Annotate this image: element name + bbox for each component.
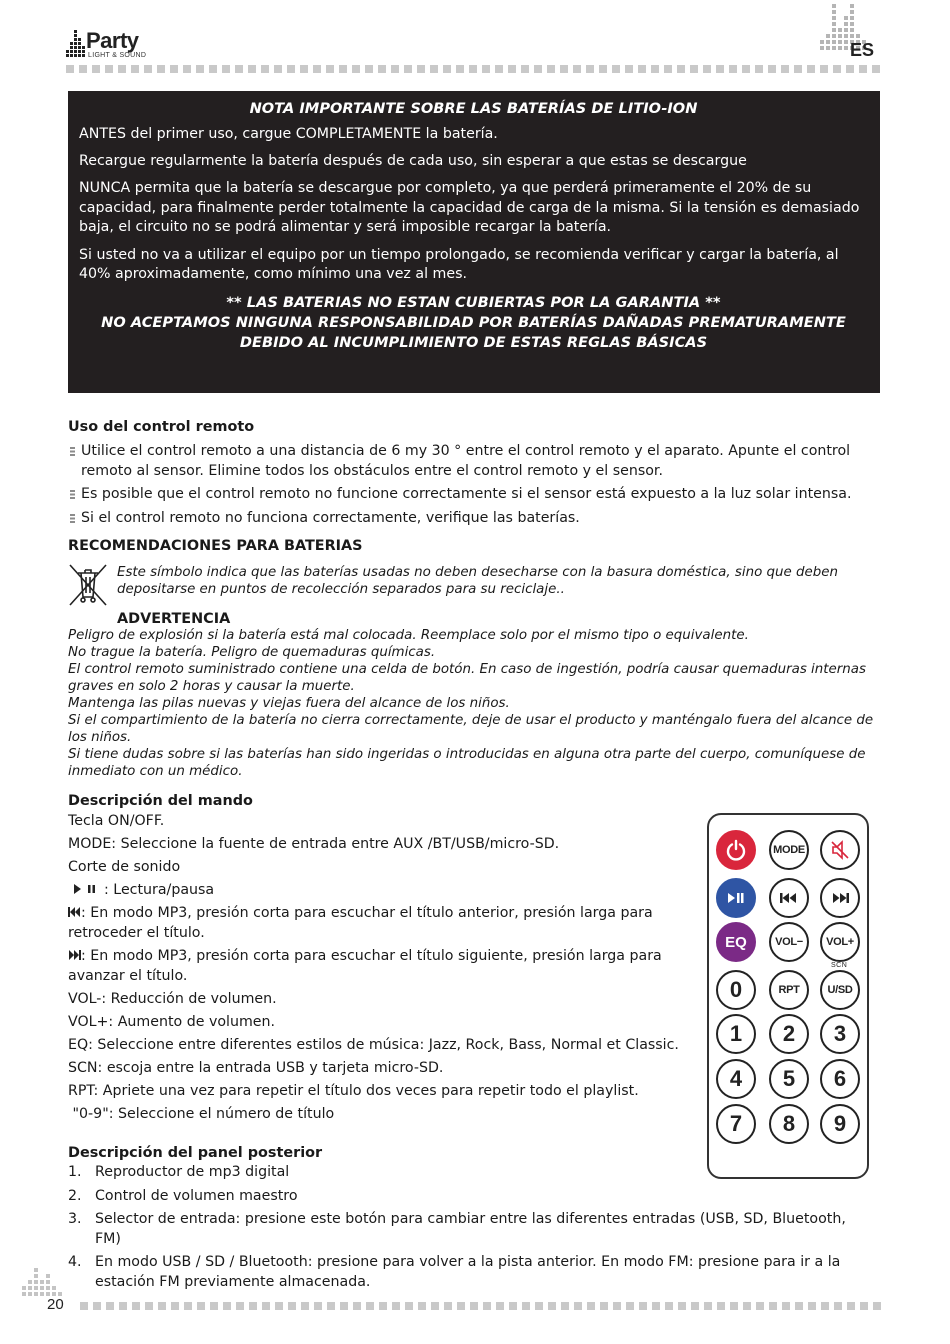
desc-mode: MODE: Seleccione la fuente de entrada entre AUX /BT/USB/micro-SD.: [68, 836, 560, 852]
divider-square: [846, 65, 854, 73]
responsibility-warning: NO ACEPTAMOS NINGUNA RESPONSABILIDAD POR BATERÍAS DAÑADAS PREMATURAMENTE DEBIDO AL INCUMPLIMIENTO DE ESTAS REGLAS BÁSICAS: [101, 313, 846, 351]
divider-square: [495, 65, 503, 73]
volume-down-button: VOL−: [769, 922, 809, 962]
play-pause-icon: [725, 891, 747, 905]
digit-button: 3: [820, 1014, 860, 1054]
desc-mute: Corte de sonido: [68, 859, 181, 875]
divider-square: [625, 65, 633, 73]
digit-button: 7: [716, 1104, 756, 1144]
divider-square: [262, 1302, 270, 1310]
divider-square: [170, 65, 178, 73]
divider-square: [652, 1302, 660, 1310]
divider-square: [366, 1302, 374, 1310]
section-title: RECOMENDACIONES PARA BATERIAS: [68, 538, 363, 554]
digit-button: 8: [769, 1104, 809, 1144]
divider-square: [574, 1302, 582, 1310]
notice-paragraph: Recargue regularmente la batería después de cada uso, sin esperar a que estas se descargue: [79, 152, 747, 169]
list-item: Si el control remoto no funciona correctamente, verifique las baterías.: [68, 509, 868, 529]
desc-voldown: VOL-: Reducción de volumen.: [68, 991, 277, 1007]
play-pause-button: [716, 878, 756, 918]
divider-square: [470, 1302, 478, 1310]
divider-square: [313, 65, 321, 73]
next-button: [820, 878, 860, 918]
list-item: [68, 1210, 868, 1249]
divider-square: [157, 65, 165, 73]
divider-square: [197, 1302, 205, 1310]
divider-square: [365, 65, 373, 73]
divider-square: [106, 1302, 114, 1310]
divider-square: [860, 1302, 868, 1310]
desc-volup: VOL+: Aumento de volumen.: [68, 1014, 276, 1030]
divider-square: [483, 1302, 491, 1310]
footer-divider: [80, 1302, 881, 1310]
divider-square: [118, 65, 126, 73]
desc-eq: EQ: Seleccione entre diferentes estilos de música: Jazz, Rock, Bass, Normal et Classic.: [68, 1037, 679, 1053]
section-title: Descripción del mando: [68, 793, 253, 809]
divider-square: [431, 1302, 439, 1310]
remote-control-illustration: [707, 813, 869, 1179]
divider-square: [236, 1302, 244, 1310]
divider-square: [80, 1302, 88, 1310]
divider-square: [703, 65, 711, 73]
section-title: Descripción del panel posterior: [68, 1145, 323, 1161]
divider-square: [587, 1302, 595, 1310]
digit-button: 5: [769, 1059, 809, 1099]
divider-square: [847, 1302, 855, 1310]
divider-square: [235, 65, 243, 73]
rear-panel-section: [68, 1144, 868, 1296]
divider-square: [638, 65, 646, 73]
weee-notice: Este símbolo indica que las baterías usadas no deben desecharse con la basura doméstica, sino que deben depositarse en puntos de recolección separados para su reciclaje..: [117, 565, 838, 597]
divider-square: [184, 1302, 192, 1310]
divider-square: [496, 1302, 504, 1310]
divider-square: [561, 1302, 569, 1310]
mute-icon: [829, 839, 851, 861]
language-code: ES: [850, 40, 875, 60]
divider-square: [132, 1302, 140, 1310]
remote-description-section: [68, 792, 693, 1124]
scn-label: SCN: [831, 962, 848, 969]
digit-button: 2: [769, 1014, 809, 1054]
divider-square: [599, 65, 607, 73]
previous-button: [769, 878, 809, 918]
divider-square: [158, 1302, 166, 1310]
divider-square: [560, 65, 568, 73]
brand-subtitle: LIGHT & SOUND: [88, 52, 147, 59]
divider-square: [379, 1302, 387, 1310]
divider-square: [391, 65, 399, 73]
warranty-warning: ** LAS BATERIAS NO ESTAN CUBIERTAS POR LA GARANTIA **: [226, 293, 721, 311]
divider-square: [872, 65, 880, 73]
footer-equalizer-icon: [22, 1266, 66, 1298]
notice-paragraph: Si usted no va a utilizar el equipo por un tiempo prolongado, se recomienda verificar y cargar la batería, al 40% aproximadamente, como mínimo una vez al mes.: [79, 246, 839, 282]
divider-square: [730, 1302, 738, 1310]
divider-square: [444, 1302, 452, 1310]
divider-square: [183, 65, 191, 73]
divider-square: [404, 65, 412, 73]
mute-button: [820, 830, 860, 870]
divider-square: [743, 1302, 751, 1310]
next-track-icon: [829, 891, 851, 905]
warning-line: Si tiene dudas sobre si las baterías han sido ingeridas o introducidas en alguna otra parte del cuerpo, comuníquese de inmediato con un médico.: [68, 747, 866, 779]
list-item: Utilice el control remoto a una distancia de 6 my 30 ° entre el control remoto y el aparato. Apunte el control remoto al sensor. Elimine todos los obstáculos entre el control remoto y el sensor.: [68, 442, 868, 481]
crossed-bin-icon: [68, 563, 108, 607]
next-track-icon: [68, 949, 81, 961]
divider-square: [639, 1302, 647, 1310]
divider-square: [405, 1302, 413, 1310]
remote-use-section: [68, 418, 868, 528]
divider-square: [586, 65, 594, 73]
divider-square: [665, 1302, 673, 1310]
divider-square: [223, 1302, 231, 1310]
eq-button: EQ: [716, 922, 756, 962]
divider-square: [300, 65, 308, 73]
divider-square: [196, 65, 204, 73]
divider-square: [534, 65, 542, 73]
desc-next: [68, 946, 693, 986]
divider-square: [209, 65, 217, 73]
desc-play-text: : Lectura/pausa: [104, 882, 215, 898]
divider-square: [222, 65, 230, 73]
divider-square: [781, 65, 789, 73]
divider-square: [612, 65, 620, 73]
digit-button: 1: [716, 1014, 756, 1054]
divider-square: [873, 1302, 881, 1310]
divider-square: [677, 65, 685, 73]
divider-square: [275, 1302, 283, 1310]
power-button: [716, 830, 756, 870]
divider-square: [287, 65, 295, 73]
divider-square: [248, 65, 256, 73]
mode-button: MODE: [769, 830, 809, 870]
previous-track-icon: [68, 906, 81, 918]
play-pause-icon: [72, 883, 102, 895]
warning-line: El control remoto suministrado contiene una celda de botón. En caso de ingestión, podría causar quemaduras internas graves en solo 2 horas y causar la muerte.: [68, 662, 866, 694]
divider-square: [340, 1302, 348, 1310]
divider-square: [535, 1302, 543, 1310]
divider-square: [521, 65, 529, 73]
rear-panel-list: [68, 1163, 868, 1292]
list-item: [68, 1163, 868, 1183]
divider-square: [834, 1302, 842, 1310]
divider-square: [807, 65, 815, 73]
lithium-battery-notice: [68, 91, 880, 393]
list-number: 1.: [68, 1164, 82, 1180]
divider-square: [456, 65, 464, 73]
divider-square: [119, 1302, 127, 1310]
list-number: 2.: [68, 1187, 82, 1204]
divider-square: [742, 65, 750, 73]
warning-line: Mantenga las pilas nuevas y viejas fuera del alcance de los niños.: [68, 696, 510, 711]
divider-square: [509, 1302, 517, 1310]
list-text: Reproductor de mp3 digital: [95, 1164, 290, 1180]
divider-square: [756, 1302, 764, 1310]
divider-square: [327, 1302, 335, 1310]
divider-square: [859, 65, 867, 73]
divider-square: [339, 65, 347, 73]
divider-square: [261, 65, 269, 73]
warning-line: Peligro de explosión si la batería está mal colocada. Reemplace solo por el mismo tipo o equivalente.: [68, 628, 749, 643]
previous-track-icon: [778, 891, 800, 905]
divider-square: [717, 1302, 725, 1310]
brand-logo: [66, 26, 166, 62]
divider-square: [210, 1302, 218, 1310]
divider-square: [522, 1302, 530, 1310]
divider-square: [651, 65, 659, 73]
divider-square: [443, 65, 451, 73]
divider-square: [548, 1302, 556, 1310]
divider-square: [613, 1302, 621, 1310]
divider-square: [392, 1302, 400, 1310]
divider-square: [430, 65, 438, 73]
notice-title: NOTA IMPORTANTE SOBRE LAS BATERÍAS DE LITIO-ION: [249, 100, 698, 117]
divider-square: [690, 65, 698, 73]
brand-name: Party: [86, 28, 139, 53]
divider-square: [105, 65, 113, 73]
divider-square: [171, 1302, 179, 1310]
list-number: 3.: [68, 1211, 82, 1227]
divider-square: [378, 65, 386, 73]
divider-square: [833, 65, 841, 73]
divider-square: [417, 65, 425, 73]
digit-button: 4: [716, 1059, 756, 1099]
divider-square: [664, 65, 672, 73]
divider-square: [626, 1302, 634, 1310]
desc-next-text: : En modo MP3, presión corta para escuchar el título siguiente, presión larga para avanzar el título.: [68, 948, 662, 984]
divider-square: [353, 1302, 361, 1310]
desc-scn: SCN: escoja entre la entrada USB y tarjeta micro-SD.: [68, 1060, 444, 1076]
divider-square: [820, 65, 828, 73]
divider-square: [547, 65, 555, 73]
desc-rpt: RPT: Apriete una vez para repetir el título dos veces para repetir todo el playlist.: [68, 1083, 639, 1099]
divider-square: [249, 1302, 257, 1310]
warning-line: No trague la batería. Peligro de quemaduras químicas.: [68, 645, 436, 660]
divider-square: [768, 65, 776, 73]
divider-square: [729, 65, 737, 73]
divider-square: [469, 65, 477, 73]
divider-square: [131, 65, 139, 73]
divider-square: [716, 65, 724, 73]
list-item: [68, 1253, 868, 1292]
list-text: Control de volumen maestro: [95, 1187, 298, 1204]
divider-square: [691, 1302, 699, 1310]
desc-onoff: Tecla ON/OFF.: [68, 813, 165, 829]
divider-square: [352, 65, 360, 73]
divider-square: [93, 1302, 101, 1310]
digit-button: 9: [820, 1104, 860, 1144]
divider-square: [782, 1302, 790, 1310]
power-icon: [725, 839, 747, 861]
warning-list: [68, 627, 888, 780]
divider-square: [301, 1302, 309, 1310]
volume-up-button: VOL+: [820, 922, 860, 962]
divider-square: [755, 65, 763, 73]
divider-square: [795, 1302, 803, 1310]
divider-square: [274, 65, 282, 73]
divider-square: [457, 1302, 465, 1310]
notice-paragraph: NUNCA permita que la batería se descargue por completo, ya que perderá primeramente el 20% de su capacidad, para finalmente perder totalmente la capacidad de carga de la misma. Si la tensión es demasiado baja, el circuito no se podrá alimentar y será imposible recargar la batería.: [79, 180, 860, 235]
list-item: Es posible que el control remoto no funcione correctamente si el sensor está expuesto a la luz solar intensa.: [68, 485, 868, 505]
digit-button: 6: [820, 1059, 860, 1099]
desc-prev-text: : En modo MP3, presión corta para escuchar el título anterior, presión larga para retroceder el título.: [68, 905, 653, 941]
warning-title: ADVERTENCIA: [117, 611, 231, 627]
header-divider: [66, 65, 880, 73]
divider-square: [314, 1302, 322, 1310]
desc-digits: "0-9": Seleccione el número de título: [68, 1106, 335, 1122]
divider-square: [508, 65, 516, 73]
divider-square: [678, 1302, 686, 1310]
warning-line: Si el compartimiento de la batería no cierra correctamente, deje de usar el producto y manténgalo fuera del alcance de los niños.: [68, 713, 874, 745]
divider-square: [808, 1302, 816, 1310]
list-item: [68, 1187, 868, 1207]
divider-square: [482, 65, 490, 73]
divider-square: [66, 65, 74, 73]
divider-square: [288, 1302, 296, 1310]
list-number: 4.: [68, 1254, 82, 1270]
list-text: Selector de entrada: presione este botón para cambiar entre las diferentes entradas (USB, SD, Bluetooth, FM): [95, 1211, 846, 1247]
divider-square: [79, 65, 87, 73]
page-number: 20: [47, 1296, 64, 1313]
divider-square: [326, 65, 334, 73]
divider-square: [769, 1302, 777, 1310]
divider-square: [794, 65, 802, 73]
list-text: En modo USB / SD / Bluetooth: presione para volver a la pista anterior. En modo FM: presione para ir a la estación FM previamente almacenada.: [95, 1254, 841, 1290]
notice-paragraph: ANTES del primer uso, cargue COMPLETAMENTE la batería.: [79, 126, 498, 142]
equalizer-logo-icon: [66, 26, 86, 62]
divider-square: [821, 1302, 829, 1310]
desc-prev: [68, 903, 693, 943]
divider-square: [600, 1302, 608, 1310]
section-title: Uso del control remoto: [68, 419, 255, 435]
divider-square: [144, 65, 152, 73]
divider-square: [92, 65, 100, 73]
desc-play: [68, 880, 693, 900]
divider-square: [145, 1302, 153, 1310]
divider-square: [704, 1302, 712, 1310]
usb-sd-button: U/SD: [820, 970, 860, 1010]
digit-button: 0: [716, 970, 756, 1010]
divider-square: [418, 1302, 426, 1310]
divider-square: [573, 65, 581, 73]
repeat-button: RPT: [769, 970, 809, 1010]
